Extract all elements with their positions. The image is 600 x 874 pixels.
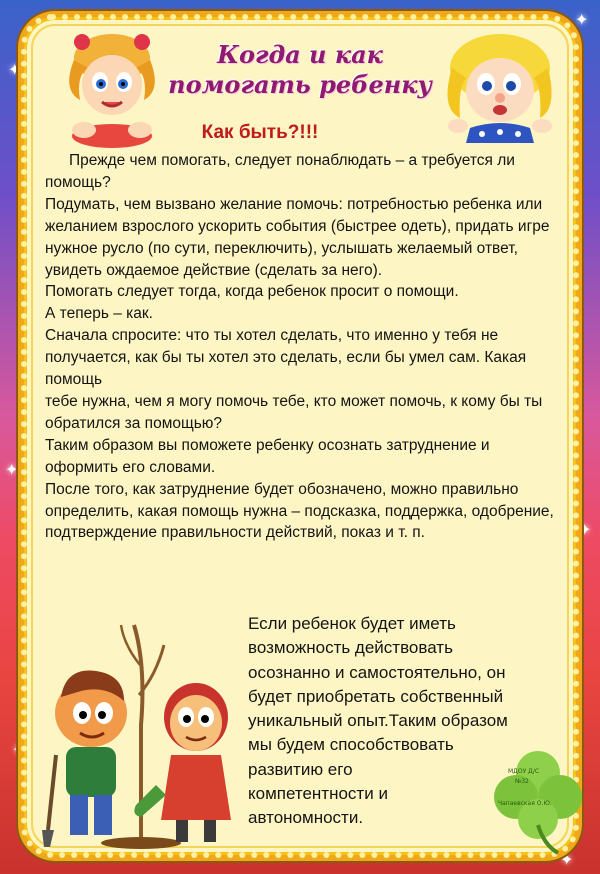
clover-text-1: МДОУ Д/С (508, 768, 540, 775)
paragraph: Прежде чем помогать, следует понаблюдать – а требуется ли помощь? (45, 152, 515, 191)
paragraph: Сначала спросите: что ты хотел сделать, что именно у тебя не получается, как бы ты хотел это сделать, если бы умел сам. Какая помощь (45, 327, 527, 389)
subtitle: Как быть?!!! (201, 122, 319, 143)
sparkle-icon: ✦ (5, 460, 19, 479)
conclusion-line: Если ребенок будет иметь (248, 614, 456, 633)
paragraph: тебе нужна, чем я могу помочь тебе, кто может помочь, к кому бы ты обратился за помощью? (45, 392, 543, 432)
girl-right-icon (430, 28, 560, 143)
paragraph: подтверждение правильности действий, показ и т. п. (45, 524, 425, 542)
clover-text-2: №32 (515, 778, 529, 785)
paragraph: Подумать, чем вызвано желание помочь: потребностью ребенка или (45, 195, 543, 213)
paragraph: желанием взрослого ускорить события (быстрее одеть), придать игре нужное русло (по сути, переключить), услышать желаемый ответ, увидеть ождаемое действие (сделать за него). (45, 217, 550, 279)
conclusion-line: мы будем способствовать (248, 735, 454, 755)
conclusion-line: компетентности и (248, 784, 388, 804)
title-line-1: Когда и как (217, 40, 383, 69)
sparkle-icon: ✦ (12, 740, 26, 759)
sparkle-icon: ✦ (578, 520, 592, 539)
paragraph: Помогать следует тогда, когда ребенок просит о помощи. (45, 283, 459, 301)
conclusion-line: автономности. (248, 808, 364, 828)
paragraph: А теперь – как. (45, 305, 153, 323)
title-line-2: помогать ребенку (168, 70, 432, 99)
conclusion-line: осознанно и самостоятельно, он (248, 662, 506, 682)
paragraph: После того, как затруднение будет обозначено, можно правильно определить, какая помощь нужна – подсказка, поддержка, одобрение, (45, 480, 554, 520)
conclusion-line: будет приобретать собственный (248, 686, 504, 706)
conclusion-line: уникальный опыт.Таким образом (248, 711, 508, 731)
conclusion-line: развитию его (248, 759, 353, 779)
sparkle-icon: ✦ (575, 10, 589, 29)
girl-left-icon (62, 30, 162, 150)
sparkle-icon: ✦ (560, 850, 574, 869)
page-title (150, 40, 450, 100)
kids-icon (36, 605, 251, 850)
paragraph: Таким образом вы поможете ребенку осознать затруднение и оформить его словами. (45, 436, 490, 476)
article-body (45, 150, 555, 544)
clover-text-3: Чапаевская О.Ю. (498, 800, 552, 807)
sparkle-icon: ✦ (8, 60, 22, 79)
conclusion-line: возможность действовать (248, 638, 453, 658)
